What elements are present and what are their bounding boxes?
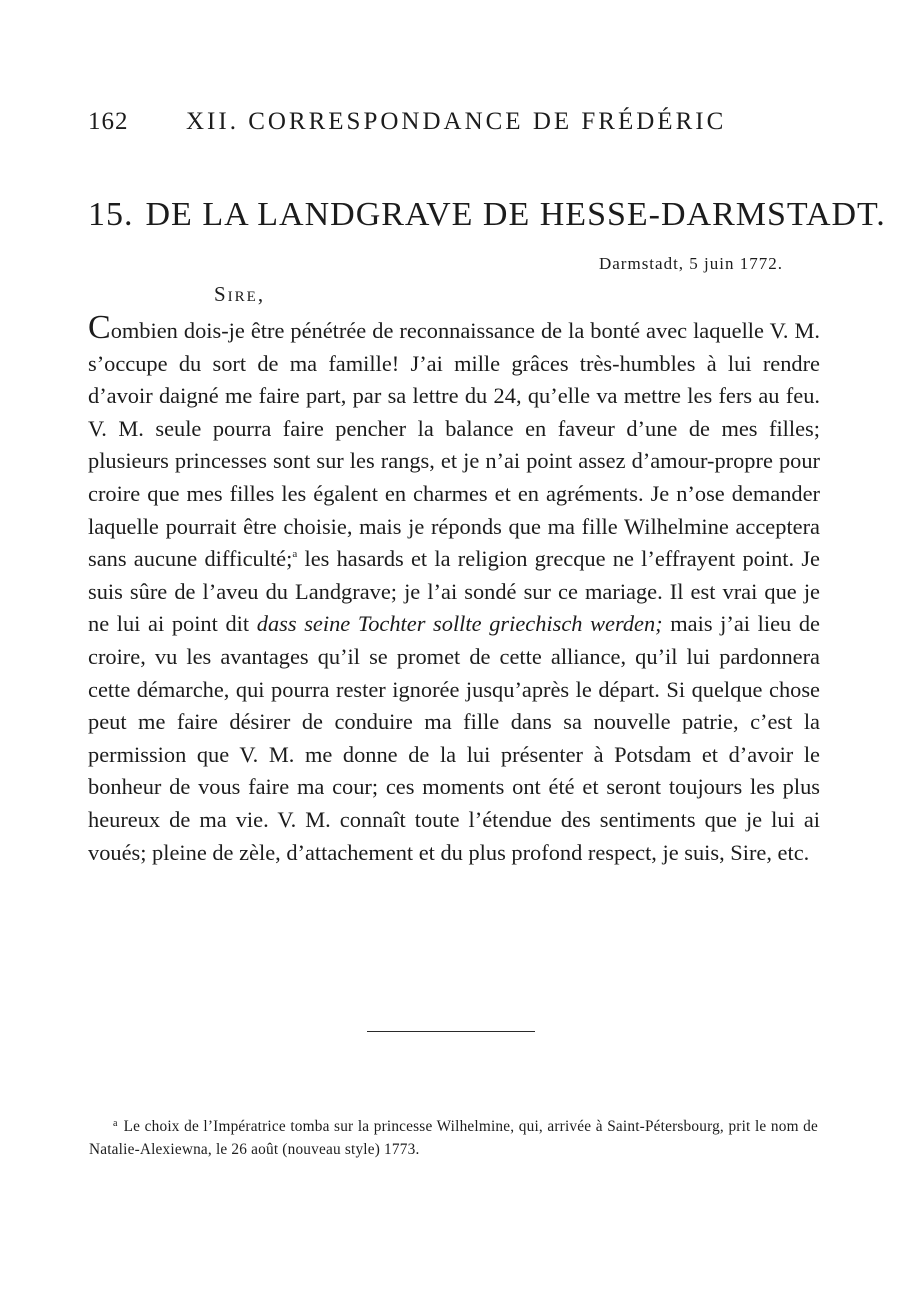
running-head	[88, 108, 808, 138]
letter-heading	[88, 196, 886, 234]
page-number: 162	[88, 108, 129, 135]
drop-cap: C	[88, 309, 111, 346]
separator-rule	[367, 1031, 535, 1032]
body-text-part-2: les hasards et la religion grecque ne l’effrayent point. Je suis sûre de l’aveu du Landgrave; je l’ai sondé sur ce mariage. Il est vrai que je ne lui ai point dit	[88, 546, 820, 637]
letter-body	[88, 309, 820, 869]
salutation: Sire,	[214, 282, 266, 306]
footnote-marker: a	[113, 1118, 118, 1129]
body-text-part-3: mais j’ai lieu de croire, vu les avantages qu’il se promet de cette alliance, qu’il lui pardonnera cette démarche, qui pourra rester ignorée jusqu’après le départ. Si quelque chose peut me faire désirer de conduire ma fille dans sa nouvelle patrie, c’est la permission que V. M. me donne de la lui présenter à Potsdam et d’avoir le bonheur de vous faire ma cour; ces moments ont été et seront toujours les plus heureux de ma vie. V. M. connaît toute l’étendue des sentiments que je lui ai voués; pleine de zèle, d’attachement et du plus profond respect, je suis, Sire, etc.	[88, 611, 820, 865]
running-title: XII. CORRESPONDANCE DE FRÉDÉRIC	[186, 108, 727, 135]
footnote-reference: a	[292, 548, 298, 561]
body-text-part-1: ombien dois-je être pénétrée de reconnaissance de la bonté avec laquelle V. M. s’occupe du sort de ma famille! J’ai mille grâces très-humbles à lui rendre d’avoir daigné me faire part, par sa lettre du 24, qu’elle va mettre les fers au feu. V. M. seule pourra faire pencher la balance en faveur d’une de mes filles; plusieurs princesses sont sur les rangs, et je n’ai point assez d’amour-propre pour croire que mes filles les égalent en charmes et en agréments. Je n’ose demander laquelle pourrait être choisie, mais je réponds que ma fille Wilhelmine acceptera sans aucune difficulté;	[88, 318, 820, 572]
footnote	[89, 1115, 818, 1161]
letter-title: DE LA LANDGRAVE DE HESSE-DARMSTADT.	[145, 196, 886, 233]
german-quotation: dass seine Tochter sollte griechisch werden;	[256, 611, 663, 637]
letter-date: Darmstadt, 5 juin 1772.	[598, 254, 783, 273]
footnote-text: Le choix de l’Impératrice tomba sur la princesse Wilhelmine, qui, arrivée à Saint-Pétersbourg, prit le nom de Natalie-Alexiewna, le 26 août (nouveau style) 1773.	[89, 1118, 818, 1158]
letter-number: 15.	[88, 196, 134, 233]
